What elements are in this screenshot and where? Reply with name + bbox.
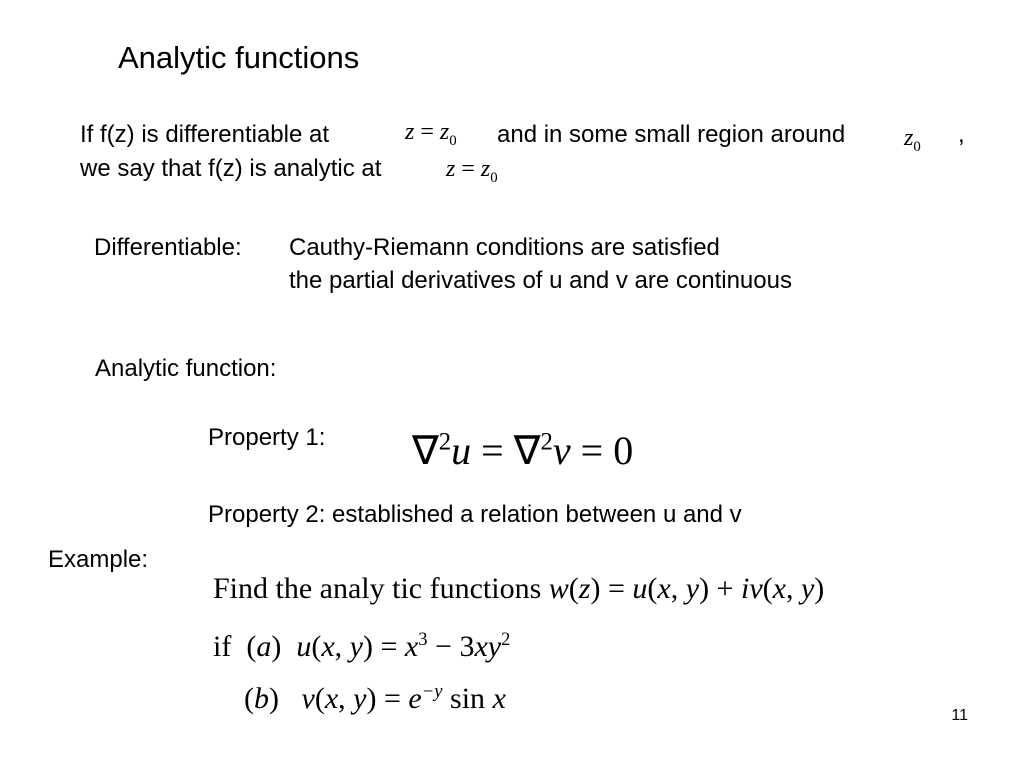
analytic-label: Analytic function:	[95, 355, 277, 382]
math-equals-zero: = 0	[570, 428, 634, 473]
math-equals: =	[414, 119, 440, 145]
math-subscript: 0	[913, 138, 921, 155]
math-var-z0: z	[480, 156, 491, 182]
superscript-2: 2	[501, 629, 511, 650]
math-var-z: z	[405, 119, 415, 145]
differentiable-label: Differentiable:	[94, 234, 242, 261]
coefficient: 3	[459, 630, 475, 663]
example-line1: Find the analy tic functions w(z) = u(x, y) + iv(x, y)	[213, 572, 825, 605]
slide-title: Analytic functions	[118, 40, 360, 75]
example-find-text: Find the analy tic functions	[213, 572, 549, 605]
math-z-equals-z0-line2	[446, 156, 498, 186]
math-z0-around	[904, 125, 921, 155]
math-var-v: v	[552, 428, 571, 473]
differentiable-cond1: Cauthy-Riemann conditions are satisfied	[289, 234, 720, 261]
definition-line1-mid: and in some small region around	[497, 121, 846, 148]
superscript-2: 2	[540, 428, 553, 456]
property1-label: Property 1:	[208, 424, 326, 451]
math-var-x: x	[657, 572, 671, 605]
case-b: b	[254, 682, 269, 715]
math-var-iv: iv	[740, 572, 763, 605]
nabla-symbol: ∇	[412, 428, 439, 473]
math-var-w: w	[548, 572, 569, 605]
nabla-symbol: ∇	[513, 428, 541, 473]
math-equals: =	[471, 428, 514, 473]
math-var-e: e	[408, 682, 422, 715]
math-var-z0: z	[439, 119, 450, 145]
sin-function: sin	[450, 682, 486, 715]
property2-text: Property 2: established a relation between u and v	[208, 501, 742, 528]
definition-line1-text: If f(z) is differentiable at	[80, 121, 329, 148]
math-subscript: 0	[490, 169, 498, 186]
definition-line2-text: we say that f(z) is analytic at	[80, 155, 382, 182]
math-equals: =	[455, 156, 481, 182]
definition-comma: ,	[958, 121, 965, 148]
math-var-z: z	[446, 156, 456, 182]
math-subscript: 0	[449, 132, 457, 149]
example-line3: (b) v(x, $y) = e^{-y}$ sin x	[244, 681, 506, 715]
property1-equation	[412, 427, 633, 474]
math-var-z: z	[578, 572, 591, 605]
superscript-3: 3	[418, 629, 428, 650]
superscript-2: 2	[438, 428, 452, 456]
math-var-y: y	[685, 572, 700, 605]
math-var-y: y	[800, 572, 815, 605]
differentiable-cond2: the partial derivatives of u and v are continuous	[289, 267, 792, 294]
page-number: 11	[951, 707, 968, 724]
case-a: a	[256, 630, 272, 663]
example-label: Example:	[48, 546, 149, 573]
math-var-x: x	[772, 572, 786, 605]
math-var-z0: z	[904, 125, 914, 151]
example-line2: if (a) u(x, $y) = x^3 - 3xy^2$	[213, 629, 511, 663]
exponent-neg-y: −y	[421, 681, 443, 702]
if-keyword: if	[213, 630, 232, 663]
math-var-u: u	[632, 572, 648, 605]
math-var-u: u	[451, 428, 472, 473]
math-z-equals-z0	[405, 119, 457, 149]
